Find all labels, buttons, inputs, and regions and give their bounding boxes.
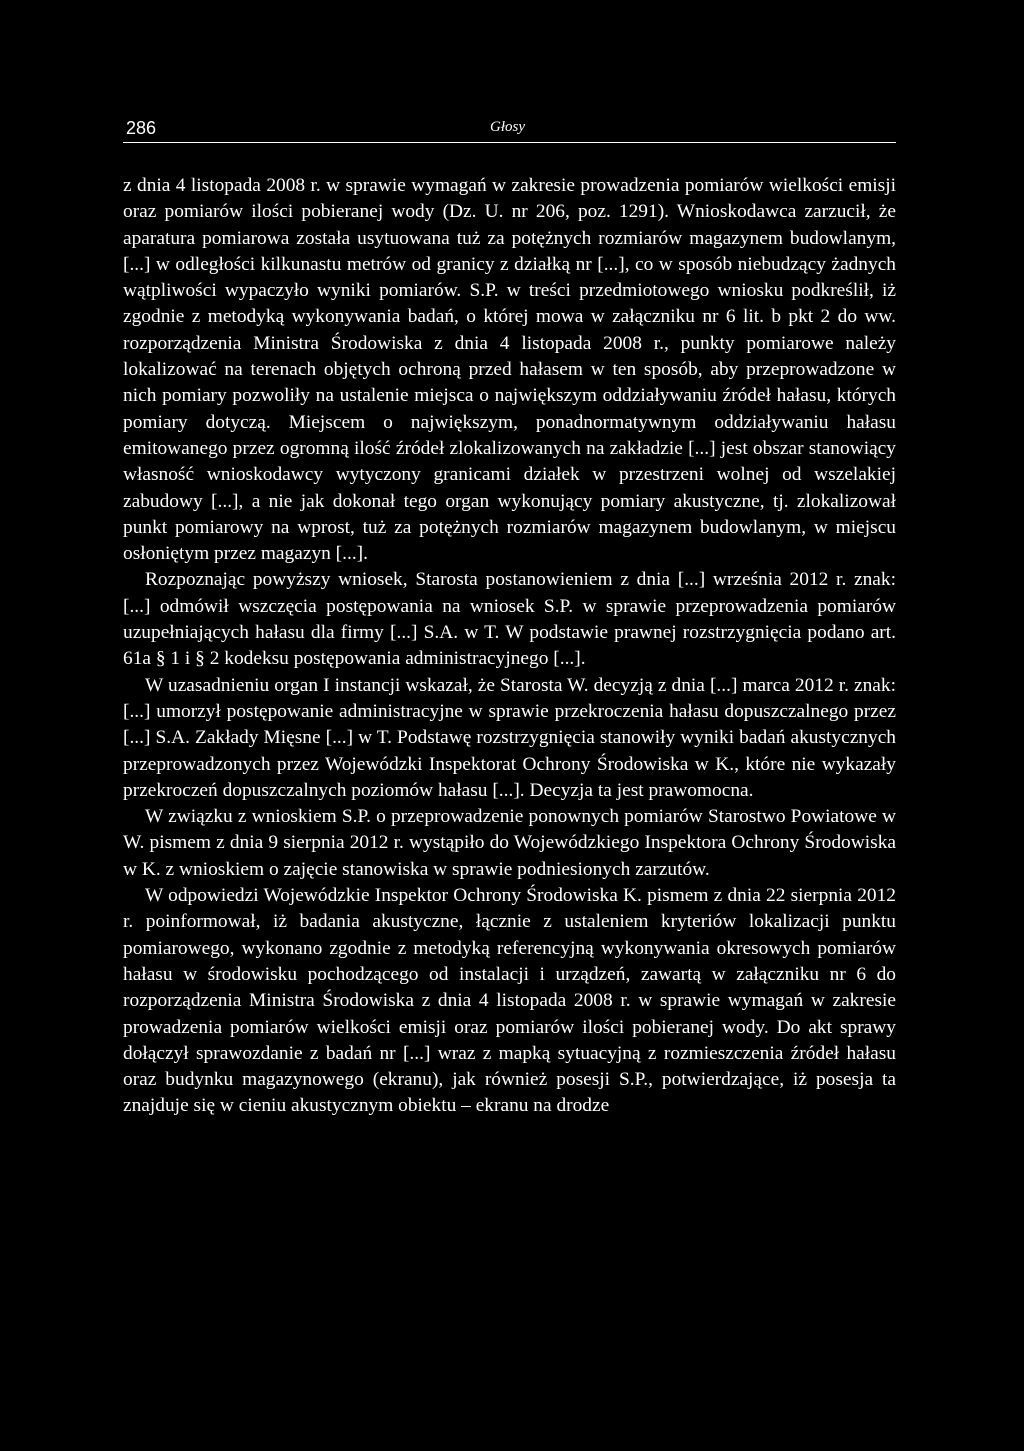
paragraph: z dnia 4 listopada 2008 r. w sprawie wymagań w zakresie prowadzenia pomiarów wielkości emisji oraz pomiarów ilości pobieranej wody (Dz. U. nr 206, poz. 1291). Wnioskodawca zarzucił, że aparatura pomiarowa została usytuowana tuż za potężnych rozmiarów magazynem budowlanym, [...] w odległości kilkunastu metrów od granicy z działką nr [...], co w sposób niebudzący żadnych wątpliwości wypaczyło wyniki pomiarów. S.P. w treści przedmiotowego wniosku podkreślił, iż zgodnie z metodyką wykonywania badań, o której mowa w załączniku nr 6 lit. b pkt 2 do ww. rozporządzenia Ministra Środowiska z dnia 4 listopada 2008 r., punkty pomiarowe należy lokalizować na terenach objętych ochroną przed hałasem w ten sposób, aby przeprowadzone w nich pomiary pozwoliły na ustalenie miejsca o największym oddziaływaniu źródeł hałasu, których pomiary dotyczą. Miejscem o największym, ponadnormatywnym oddziaływaniu hałasu emitowanego przez ogromną ilość źródeł zlokalizowanych na zakładzie [...] jest obszar stanowiący własność wnioskodawcy wytyczony granicami działek w przestrzeni wolnej od wszelakiej zabudowy [...], a nie jak dokonał tego organ wykonujący pomiary akustyczne, tj. zlokalizował punkt pomiarowy na wprost, tuż za potężnych rozmiarów magazynem budowlanym, w miejscu osłoniętym przez magazyn [...]. bbox=[123, 175, 896, 565]
paragraph: W uzasadnieniu organ I instancji wskazał, że Starosta W. decyzją z dnia [...] marca 2012 r. znak: [...] umorzył postępowanie administracyjne w sprawie przekroczenia hałasu dopuszczalnego przez [...] S.A. Zakłady Mięsne [...] w T. Podstawę rozstrzygnięcia stanowiły wyniki badań akustycznych przeprowadzonych przez Wojewódzki Inspektorat Ochrony Środowiska w K., które nie wykazały przekroczeń dopuszczalnych poziomów hałasu [...]. Decyzja ta jest prawomocna. bbox=[123, 674, 896, 801]
paragraph: W odpowiedzi Wojewódzkie Inspektor Ochrony Środowiska K. pismem z dnia 22 sierpnia 2012 r. poinformował, iż badania akustyczne, łącznie z ustaleniem kryteriów lokalizacji punktu pomiarowego, wykonano zgodnie z metodyką referencyjną wykonywania okresowych pomiarów hałasu w środowisku pochodzącego od instalacji i urządzeń, zawartą w załączniku nr 6 do rozporządzenia Ministra Środowiska z dnia 4 listopada 2008 r. w sprawie wymagań w zakresie prowadzenia pomiarów wielkości emisji oraz pomiarów ilości pobieranej wody. Do akt sprawy dołączył sprawozdanie z badań nr [...] wraz z mapką sytuacyjną z rozmieszczenia źródeł hałasu oraz budynku magazynowego (ekranu), jak również posesji S.P., potwierdzające, iż posesja ta znajduje się w cieniu akustycznym obiektu – ekranu na drodze bbox=[123, 885, 896, 1117]
body-text bbox=[123, 173, 896, 1120]
page bbox=[123, 112, 896, 1120]
running-title: Głosy bbox=[490, 119, 525, 135]
page-header bbox=[123, 112, 896, 143]
page-number: 286 bbox=[126, 118, 157, 138]
paragraph: Rozpoznając powyższy wniosek, Starosta postanowieniem z dnia [...] września 2012 r. znak: [...] odmówił wszczęcia postępowania na wniosek S.P. w sprawie przeprowadzenia pomiarów uzupełniających hałasu dla firmy [...] S.A. w T. W podstawie prawnej rozstrzygnięcia podano art. 61a § 1 i § 2 kodeksu postępowania administracyjnego [...]. bbox=[123, 569, 896, 670]
paragraph: W związku z wnioskiem S.P. o przeprowadzenie ponownych pomiarów Starostwo Powiatowe w W. pismem z dnia 9 sierpnia 2012 r. wystąpiło do Wojewódzkiego Inspektora Ochrony Środowiska w K. z wnioskiem o zajęcie stanowiska w sprawie podniesionych zarzutów. bbox=[123, 806, 896, 880]
